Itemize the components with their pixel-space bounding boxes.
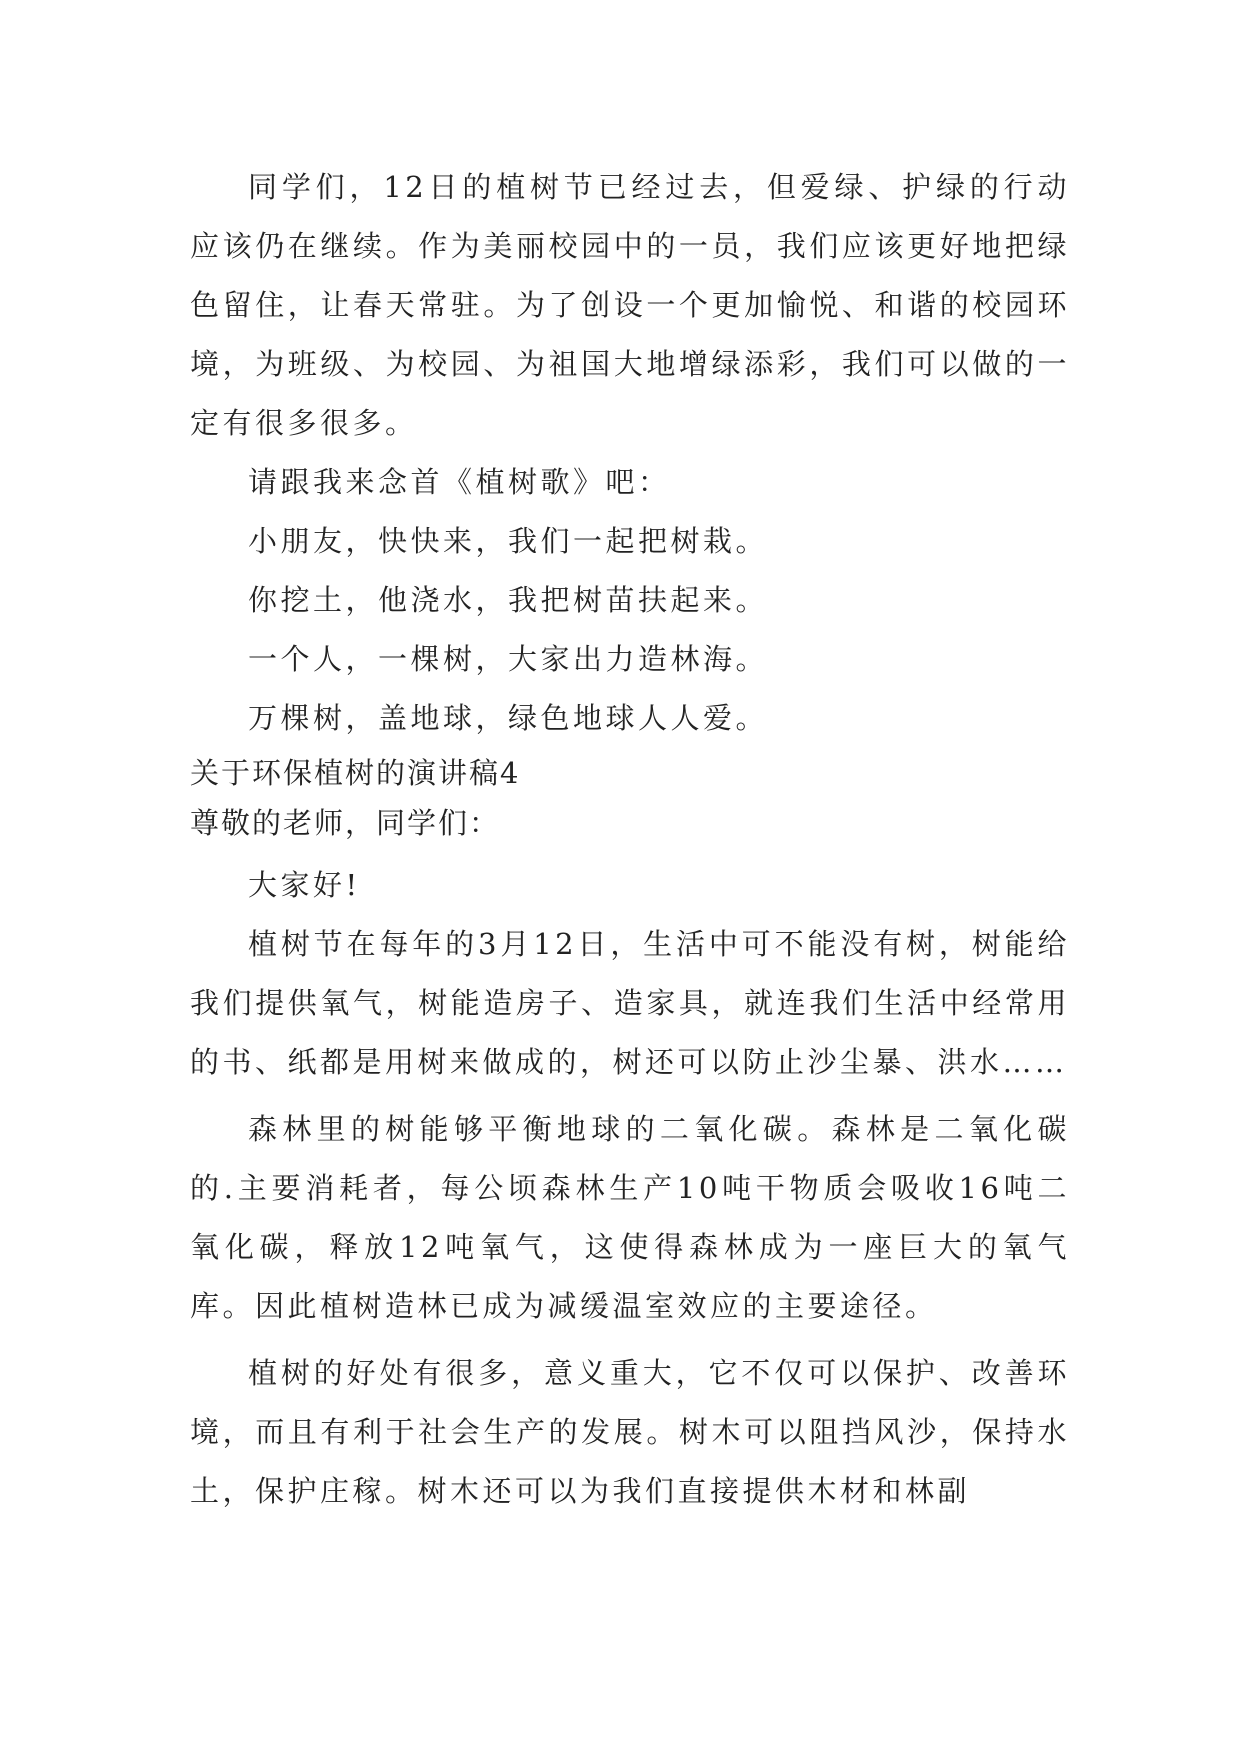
paragraph-forest-carbon: 森林里的树能够平衡地球的二氧化碳。森林是二氧化碳的.主要消耗者，每公顷森林生产10吨干物质会吸收16吨二氧化碳，释放12吨氧气，这使得森林成为一座巨大的氧气库。因此植树造林已成为减缓温室效应的主要途径。 — [190, 1112, 1070, 1323]
paragraph-intro: 同学们，12日的植树节已经过去，但爱绿、护绿的行动应该仍在继续。作为美丽校园中的一员，我们应该更好地把绿色留住，让春天常驻。为了创设一个更加愉悦、和谐的校园环境，为班级、为校园、为祖国大地增绿添彩，我们可以做的一定有很多很多。 — [190, 170, 1070, 440]
poem-line-3: 一个人，一棵树，大家出力造林海。 — [248, 642, 769, 676]
document-body — [190, 158, 1070, 1521]
poem-line-2: 你挖土，他浇水，我把树苗扶起来。 — [248, 583, 769, 617]
poem-line-1: 小朋友，快快来，我们一起把树栽。 — [248, 524, 769, 558]
greeting: 大家好! — [248, 868, 361, 902]
poem-intro: 请跟我来念首《植树歌》吧： — [248, 465, 671, 499]
poem-line-4: 万棵树，盖地球，绿色地球人人爱。 — [248, 701, 769, 735]
section-title: 关于环保植树的演讲稿4 — [190, 756, 521, 790]
salutation: 尊敬的老师，同学们： — [190, 806, 501, 840]
paragraph-tree-benefits: 植树的好处有很多，意义重大，它不仅可以保护、改善环境，而且有利于社会生产的发展。树木可以阻挡风沙，保持水土，保护庄稼。树木还可以为我们直接提供木材和林副 — [190, 1356, 1070, 1508]
paragraph-arbor-day: 植树节在每年的3月12日，生活中可不能没有树，树能给我们提供氧气，树能造房子、造家具，就连我们生活中经常用的书、纸都是用树来做成的，树还可以防止沙尘暴、洪水…… — [190, 927, 1070, 1079]
